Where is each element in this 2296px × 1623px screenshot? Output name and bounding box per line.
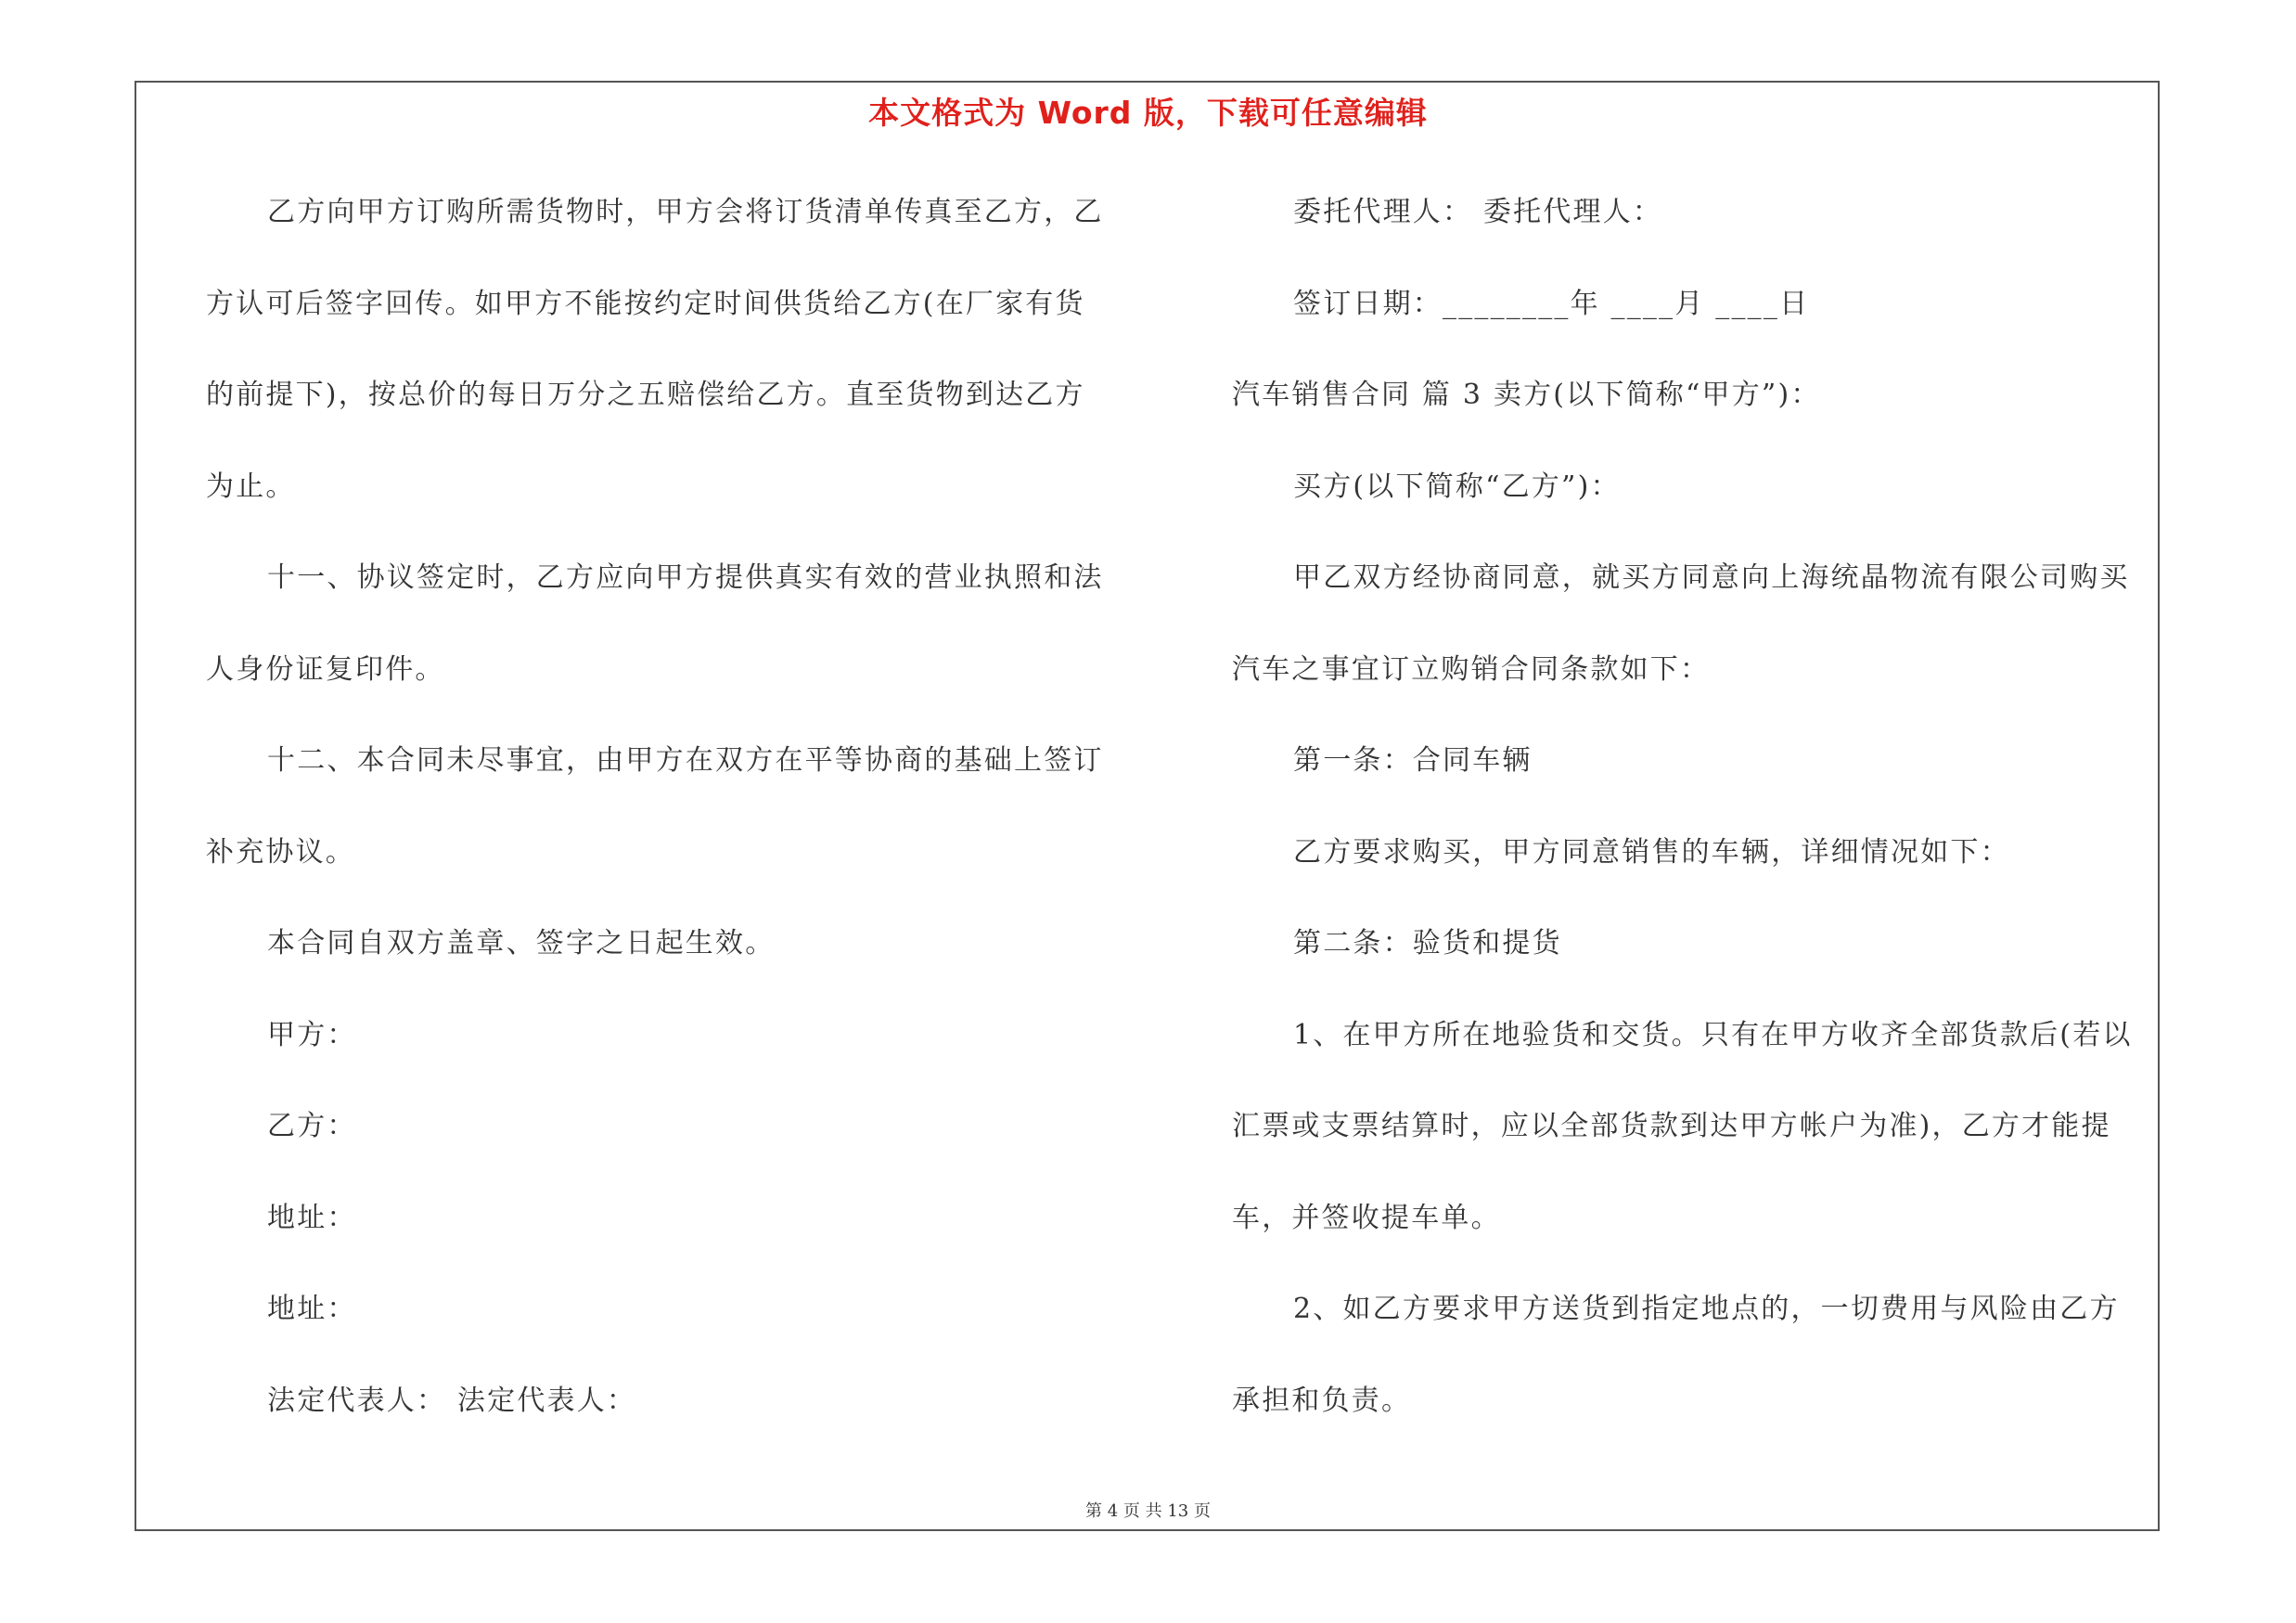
text-line: 乙方要求购买，甲方同意销售的车辆，详细情况如下：	[1293, 836, 2010, 869]
text-line: 乙方：	[267, 1110, 357, 1142]
text-line: 十二、本合同未尽事宜，由甲方在双方在平等协商的基础上签订	[267, 744, 1104, 777]
page-number-footer: 第 4 页 共 13 页	[1085, 1501, 1211, 1521]
format-banner: 本文格式为 Word 版，下载可任意编辑	[868, 95, 1428, 131]
text-line: 地址：	[267, 1293, 357, 1325]
text-line: 第二条：验货和提货	[1293, 927, 1562, 960]
text-line: 承担和负责。	[1232, 1385, 1412, 1417]
text-line: 第一条：合同车辆	[1293, 744, 1533, 777]
text-line: 人身份证复印件。	[206, 653, 445, 686]
text-line: 为止。	[206, 470, 296, 503]
text-line: 十一、协议签定时，乙方应向甲方提供真实有效的营业执照和法	[267, 561, 1104, 594]
text-line: 汇票或支票结算时，应以全部货款到达甲方帐户为准)，乙方才能提	[1232, 1110, 2111, 1142]
text-line: 1、在甲方所在地验货和交货。只有在甲方收齐全部货款后(若以	[1293, 1019, 2133, 1051]
text-line: 方认可后签字回传。如甲方不能按约定时间供货给乙方(在厂家有货	[206, 288, 1085, 320]
text-line: 本合同自双方盖章、签字之日起生效。	[267, 927, 776, 960]
text-line: 的前提下)，按总价的每日万分之五赔偿给乙方。直至货物到达乙方	[206, 379, 1085, 411]
text-line: 汽车之事宜订立购销合同条款如下：	[1232, 653, 1711, 686]
text-line: 签订日期：________年 ____月 ____日	[1293, 288, 1810, 320]
text-line: 法定代表人： 法定代表人：	[267, 1385, 637, 1417]
text-line: 买方(以下简称“乙方”)：	[1293, 470, 1621, 503]
text-line: 委托代理人： 委托代理人：	[1293, 196, 1663, 228]
text-line: 补充协议。	[206, 836, 355, 869]
text-line: 乙方向甲方订购所需货物时，甲方会将订货清单传真至乙方，乙	[267, 196, 1104, 228]
text-line: 2、如乙方要求甲方送货到指定地点的，一切费用与风险由乙方	[1293, 1293, 2120, 1325]
text-line: 车，并签收提车单。	[1232, 1202, 1501, 1234]
text-line: 甲方：	[267, 1019, 357, 1051]
text-line: 汽车销售合同 篇 3 卖方(以下简称“甲方”)：	[1232, 379, 1821, 411]
text-line: 甲乙双方经协商同意，就买方同意向上海统晶物流有限公司购买	[1293, 561, 2130, 594]
text-line: 地址：	[267, 1202, 357, 1234]
